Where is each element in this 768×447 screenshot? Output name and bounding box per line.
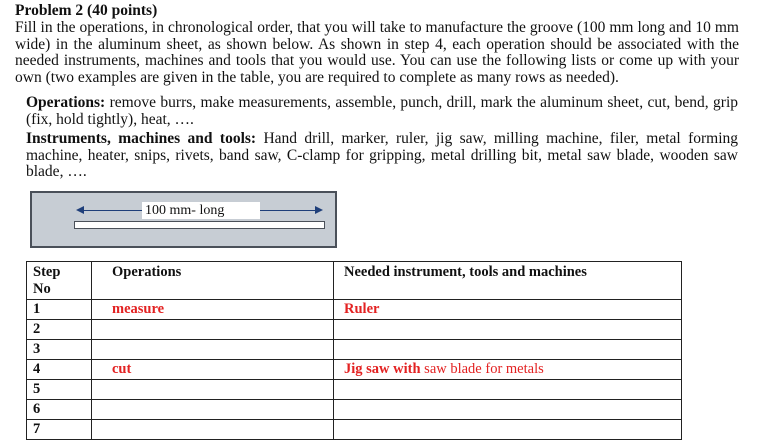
needed-text: saw blade for metals: [420, 361, 544, 377]
operation-cell[interactable]: [92, 400, 334, 420]
arrow-right-icon: [315, 206, 323, 214]
needed-cell[interactable]: [334, 360, 682, 380]
needed-text-bold: Ruler: [344, 301, 380, 317]
needed-cell[interactable]: [334, 320, 682, 340]
table-row: [27, 320, 682, 340]
operation-cell[interactable]: [92, 340, 334, 360]
needed-cell[interactable]: [334, 420, 682, 440]
operation-cell[interactable]: [92, 300, 334, 320]
table-row: [27, 380, 682, 400]
operation-text: measure: [112, 301, 165, 317]
header-needed: Needed instrument, tools and machines: [334, 262, 682, 300]
operation-text: cut: [112, 361, 132, 377]
needed-text-bold: Jig saw with: [344, 361, 421, 377]
table-row: [27, 300, 682, 320]
operations-lead: Operations:: [26, 94, 106, 111]
operation-cell[interactable]: [92, 420, 334, 440]
step-number: 2: [27, 320, 92, 340]
step-number: 5: [27, 380, 92, 400]
operations-text: remove burrs, make measurements, assemble, punch, drill, mark the aluminum sheet, cut, bend, grip (fix, hold tightly), heat, ….: [26, 94, 738, 128]
operation-cell[interactable]: [92, 380, 334, 400]
step-number: 6: [27, 400, 92, 420]
table-row: [27, 400, 682, 420]
instructions-paragraph: Fill in the operations, in chronological order, that you will take to manufacture the groove (100 mm long and 10 mm wide) in the aluminum sheet, as shown below. As shown in step 4, each operation should be associated with the needed instruments, machines and tools that you would use. You can use the following lists or come up with your own (two examples are given in the table, you are required to complete as many rows as needed).: [15, 19, 739, 86]
table-header-row: [27, 262, 682, 300]
operations-list: [26, 95, 738, 128]
header-step-no: Step No: [27, 262, 92, 300]
operation-cell[interactable]: [92, 360, 334, 380]
groove-slot: [74, 221, 325, 229]
table-row: [27, 360, 682, 380]
step-number: 4: [27, 360, 92, 380]
needed-cell[interactable]: [334, 380, 682, 400]
dimension-label: 100 mm- long: [142, 202, 260, 219]
arrow-left-icon: [76, 206, 84, 214]
needed-cell[interactable]: [334, 340, 682, 360]
table-row: [27, 340, 682, 360]
problem-instructions: [15, 20, 739, 86]
problem-title: Problem 2 (40 points): [15, 2, 158, 19]
operations-table: [26, 261, 682, 440]
aluminum-sheet-figure: [30, 191, 337, 248]
suggestion-lists: [26, 95, 738, 181]
table-row: [27, 420, 682, 440]
step-number: 7: [27, 420, 92, 440]
step-number: 3: [27, 340, 92, 360]
tools-text: Hand drill, marker, ruler, jig saw, milling machine, filer, metal forming machine, heater, snips, rivets, band saw, C-clamp for gripping, metal drilling bit, metal saw blade, wooden saw blade, ….: [26, 130, 738, 180]
needed-cell[interactable]: [334, 400, 682, 420]
tools-lead: Instruments, machines and tools:: [26, 130, 257, 147]
tools-list: [26, 131, 738, 181]
header-operations: Operations: [92, 262, 334, 300]
needed-cell[interactable]: [334, 300, 682, 320]
step-number: 1: [27, 300, 92, 320]
operation-cell[interactable]: [92, 320, 334, 340]
